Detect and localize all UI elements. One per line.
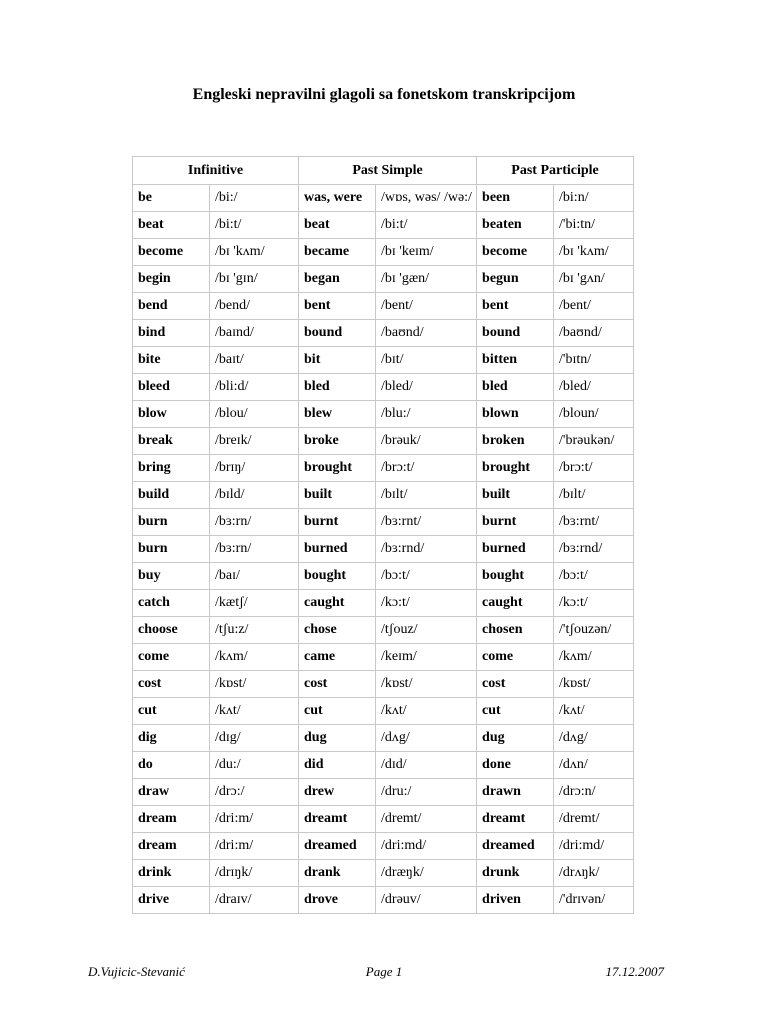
table-row [133, 698, 634, 725]
cell-infinitive-phonetic: /draɪv/ [210, 887, 299, 914]
cell-past-simple-phonetic: /dɪd/ [376, 752, 477, 779]
table-row [133, 212, 634, 239]
cell-past-simple-phonetic: /baʊnd/ [376, 320, 477, 347]
cell-past-participle-phonetic: /dremt/ [554, 806, 634, 833]
cell-past-simple: bent [299, 293, 376, 320]
cell-infinitive: do [133, 752, 210, 779]
cell-past-simple: became [299, 239, 376, 266]
cell-infinitive-phonetic: /baɪ/ [210, 563, 299, 590]
cell-past-participle: beaten [477, 212, 554, 239]
cell-past-simple-phonetic: /dremt/ [376, 806, 477, 833]
cell-past-simple-phonetic: /dru:/ [376, 779, 477, 806]
cell-past-participle-phonetic: /drɔ:n/ [554, 779, 634, 806]
cell-past-participle: driven [477, 887, 554, 914]
cell-infinitive: bend [133, 293, 210, 320]
cell-infinitive-phonetic: /bi:t/ [210, 212, 299, 239]
cell-infinitive-phonetic: /bɜ:rn/ [210, 509, 299, 536]
cell-past-participle: been [477, 185, 554, 212]
cell-infinitive-phonetic: /dri:m/ [210, 833, 299, 860]
cell-past-participle-phonetic: /'tʃouzən/ [554, 617, 634, 644]
cell-infinitive: cut [133, 698, 210, 725]
cell-infinitive: become [133, 239, 210, 266]
cell-past-participle: dug [477, 725, 554, 752]
table-row [133, 725, 634, 752]
cell-past-simple: chose [299, 617, 376, 644]
cell-past-participle: bent [477, 293, 554, 320]
table-row [133, 563, 634, 590]
cell-past-participle: bled [477, 374, 554, 401]
cell-infinitive: choose [133, 617, 210, 644]
table-row [133, 833, 634, 860]
cell-infinitive: be [133, 185, 210, 212]
cell-past-participle: drunk [477, 860, 554, 887]
cell-infinitive: beat [133, 212, 210, 239]
cell-infinitive-phonetic: /bend/ [210, 293, 299, 320]
footer-date: 17.12.2007 [605, 964, 664, 979]
cell-past-simple: burned [299, 536, 376, 563]
cell-infinitive: blow [133, 401, 210, 428]
cell-past-simple-phonetic: /bɪ 'gæn/ [376, 266, 477, 293]
cell-infinitive-phonetic: /dɪg/ [210, 725, 299, 752]
cell-past-participle: bought [477, 563, 554, 590]
cell-past-participle: dreamed [477, 833, 554, 860]
cell-infinitive: dream [133, 833, 210, 860]
cell-infinitive: dig [133, 725, 210, 752]
cell-infinitive: break [133, 428, 210, 455]
cell-infinitive: drink [133, 860, 210, 887]
cell-past-simple: caught [299, 590, 376, 617]
table-row [133, 752, 634, 779]
cell-infinitive: drive [133, 887, 210, 914]
cell-past-simple-phonetic: /brəuk/ [376, 428, 477, 455]
cell-infinitive-phonetic: /brɪŋ/ [210, 455, 299, 482]
cell-past-participle: chosen [477, 617, 554, 644]
cell-past-simple: was, were [299, 185, 376, 212]
cell-past-simple-phonetic: /bled/ [376, 374, 477, 401]
cell-past-simple-phonetic: /kʌt/ [376, 698, 477, 725]
table-row [133, 644, 634, 671]
cell-past-simple: bit [299, 347, 376, 374]
table-row [133, 536, 634, 563]
cell-infinitive: bring [133, 455, 210, 482]
table-row [133, 617, 634, 644]
cell-past-simple: brought [299, 455, 376, 482]
cell-past-participle-phonetic: /bɜ:rnt/ [554, 509, 634, 536]
cell-past-participle-phonetic: /'bɪtn/ [554, 347, 634, 374]
cell-past-simple: cost [299, 671, 376, 698]
cell-past-participle-phonetic: /dʌg/ [554, 725, 634, 752]
cell-infinitive: bite [133, 347, 210, 374]
cell-infinitive-phonetic: /bɪ 'gɪn/ [210, 266, 299, 293]
cell-infinitive-phonetic: /baɪt/ [210, 347, 299, 374]
cell-past-participle: done [477, 752, 554, 779]
cell-past-simple: dreamed [299, 833, 376, 860]
cell-past-participle: dreamt [477, 806, 554, 833]
cell-past-simple-phonetic: /bi:t/ [376, 212, 477, 239]
table-row [133, 887, 634, 914]
table-header-row [133, 157, 634, 185]
cell-past-participle: become [477, 239, 554, 266]
cell-past-simple-phonetic: /dræŋk/ [376, 860, 477, 887]
cell-past-participle-phonetic: /kɒst/ [554, 671, 634, 698]
cell-past-simple: broke [299, 428, 376, 455]
cell-past-simple-phonetic: /bɪlt/ [376, 482, 477, 509]
table-row [133, 509, 634, 536]
cell-infinitive: dream [133, 806, 210, 833]
cell-past-simple-phonetic: /blu:/ [376, 401, 477, 428]
cell-past-simple: did [299, 752, 376, 779]
cell-past-participle-phonetic: /dri:md/ [554, 833, 634, 860]
cell-infinitive-phonetic: /bli:d/ [210, 374, 299, 401]
cell-past-participle: built [477, 482, 554, 509]
cell-past-simple-phonetic: /bɜ:rnt/ [376, 509, 477, 536]
cell-infinitive-phonetic: /du:/ [210, 752, 299, 779]
cell-past-participle-phonetic: /bɪ 'gʌn/ [554, 266, 634, 293]
cell-infinitive-phonetic: /bɜ:rn/ [210, 536, 299, 563]
table-row [133, 347, 634, 374]
cell-past-simple-phonetic: /kɒst/ [376, 671, 477, 698]
footer-page-number: Page 1 [365, 964, 403, 979]
cell-past-simple-phonetic: /keɪm/ [376, 644, 477, 671]
cell-past-participle-phonetic: /baʊnd/ [554, 320, 634, 347]
cell-past-simple: drank [299, 860, 376, 887]
cell-infinitive-phonetic: /kʌt/ [210, 698, 299, 725]
cell-past-participle: cost [477, 671, 554, 698]
cell-past-simple: bled [299, 374, 376, 401]
cell-past-simple-phonetic: /kɔ:t/ [376, 590, 477, 617]
cell-past-simple-phonetic: /wɒs, wəs/ /wə:/ [376, 185, 477, 212]
cell-infinitive-phonetic: /bi:/ [210, 185, 299, 212]
cell-infinitive-phonetic: /bɪld/ [210, 482, 299, 509]
cell-past-participle: begun [477, 266, 554, 293]
verb-table [132, 156, 634, 914]
cell-infinitive-phonetic: /kɒst/ [210, 671, 299, 698]
cell-past-participle-phonetic: /brɔ:t/ [554, 455, 634, 482]
table-row [133, 293, 634, 320]
cell-past-participle: bitten [477, 347, 554, 374]
cell-infinitive-phonetic: /blou/ [210, 401, 299, 428]
cell-past-participle: cut [477, 698, 554, 725]
cell-past-simple-phonetic: /drəuv/ [376, 887, 477, 914]
cell-infinitive-phonetic: /dri:m/ [210, 806, 299, 833]
cell-past-participle-phonetic: /bɔ:t/ [554, 563, 634, 590]
cell-past-participle-phonetic: /bɪlt/ [554, 482, 634, 509]
cell-past-participle-phonetic: /kʌm/ [554, 644, 634, 671]
cell-past-simple-phonetic: /bɪ 'keɪm/ [376, 239, 477, 266]
footer-author: D.Vujicic-Stevanić [88, 964, 185, 979]
cell-infinitive: draw [133, 779, 210, 806]
cell-past-simple-phonetic: /brɔ:t/ [376, 455, 477, 482]
cell-past-simple: blew [299, 401, 376, 428]
cell-past-participle: come [477, 644, 554, 671]
cell-past-participle-phonetic: /bloun/ [554, 401, 634, 428]
cell-past-participle: caught [477, 590, 554, 617]
cell-past-participle: burned [477, 536, 554, 563]
cell-past-participle-phonetic: /bled/ [554, 374, 634, 401]
cell-past-participle-phonetic: /bɪ 'kʌm/ [554, 239, 634, 266]
cell-past-simple: cut [299, 698, 376, 725]
cell-past-participle-phonetic: /'brəukən/ [554, 428, 634, 455]
cell-past-simple: built [299, 482, 376, 509]
table-row [133, 806, 634, 833]
cell-past-simple-phonetic: /bent/ [376, 293, 477, 320]
cell-infinitive-phonetic: /tʃu:z/ [210, 617, 299, 644]
table-row [133, 374, 634, 401]
cell-past-simple: dug [299, 725, 376, 752]
verb-rows [133, 185, 634, 914]
cell-past-participle: broken [477, 428, 554, 455]
table-row [133, 779, 634, 806]
cell-past-simple: burnt [299, 509, 376, 536]
table-row [133, 428, 634, 455]
cell-past-participle-phonetic: /'bi:tn/ [554, 212, 634, 239]
table-row [133, 266, 634, 293]
cell-infinitive-phonetic: /baɪnd/ [210, 320, 299, 347]
header-past-participle: Past Participle [477, 157, 634, 185]
cell-infinitive: burn [133, 536, 210, 563]
table-row [133, 590, 634, 617]
cell-past-simple-phonetic: /bɜ:rnd/ [376, 536, 477, 563]
cell-past-simple-phonetic: /dri:md/ [376, 833, 477, 860]
cell-infinitive-phonetic: /drɪŋk/ [210, 860, 299, 887]
cell-infinitive: build [133, 482, 210, 509]
cell-infinitive: bind [133, 320, 210, 347]
cell-past-simple: drove [299, 887, 376, 914]
table-row [133, 482, 634, 509]
cell-past-participle: bound [477, 320, 554, 347]
cell-past-simple: bound [299, 320, 376, 347]
cell-infinitive: cost [133, 671, 210, 698]
cell-past-simple: came [299, 644, 376, 671]
cell-past-simple: dreamt [299, 806, 376, 833]
cell-past-participle-phonetic: /kʌt/ [554, 698, 634, 725]
cell-past-simple: drew [299, 779, 376, 806]
cell-past-simple-phonetic: /bɔ:t/ [376, 563, 477, 590]
cell-infinitive: come [133, 644, 210, 671]
cell-infinitive-phonetic: /breɪk/ [210, 428, 299, 455]
cell-infinitive: buy [133, 563, 210, 590]
cell-past-participle: burnt [477, 509, 554, 536]
cell-infinitive-phonetic: /drɔ:/ [210, 779, 299, 806]
cell-past-simple-phonetic: /dʌg/ [376, 725, 477, 752]
cell-past-simple: bought [299, 563, 376, 590]
cell-past-participle-phonetic: /dʌn/ [554, 752, 634, 779]
cell-past-participle-phonetic: /kɔ:t/ [554, 590, 634, 617]
table-row [133, 401, 634, 428]
cell-past-participle-phonetic: /bɜ:rnd/ [554, 536, 634, 563]
cell-past-participle-phonetic: /bent/ [554, 293, 634, 320]
table-row [133, 455, 634, 482]
cell-past-participle: brought [477, 455, 554, 482]
table-row [133, 185, 634, 212]
cell-infinitive: bleed [133, 374, 210, 401]
cell-infinitive: catch [133, 590, 210, 617]
cell-infinitive: burn [133, 509, 210, 536]
cell-past-simple-phonetic: /tʃouz/ [376, 617, 477, 644]
cell-infinitive-phonetic: /kʌm/ [210, 644, 299, 671]
cell-past-simple-phonetic: /bɪt/ [376, 347, 477, 374]
cell-past-participle-phonetic: /drʌŋk/ [554, 860, 634, 887]
table-row [133, 860, 634, 887]
table-row [133, 320, 634, 347]
page-title: Engleski nepravilni glagoli sa fonetskom transkripcijom [192, 86, 576, 103]
cell-past-participle: blown [477, 401, 554, 428]
header-infinitive: Infinitive [133, 157, 299, 185]
cell-infinitive-phonetic: /bɪ 'kʌm/ [210, 239, 299, 266]
cell-infinitive-phonetic: /kætʃ/ [210, 590, 299, 617]
table-row [133, 239, 634, 266]
cell-past-participle-phonetic: /bi:n/ [554, 185, 634, 212]
cell-past-participle: drawn [477, 779, 554, 806]
cell-past-simple: beat [299, 212, 376, 239]
header-past-simple: Past Simple [299, 157, 477, 185]
cell-past-simple: began [299, 266, 376, 293]
cell-infinitive: begin [133, 266, 210, 293]
table-row [133, 671, 634, 698]
cell-past-participle-phonetic: /'drɪvən/ [554, 887, 634, 914]
